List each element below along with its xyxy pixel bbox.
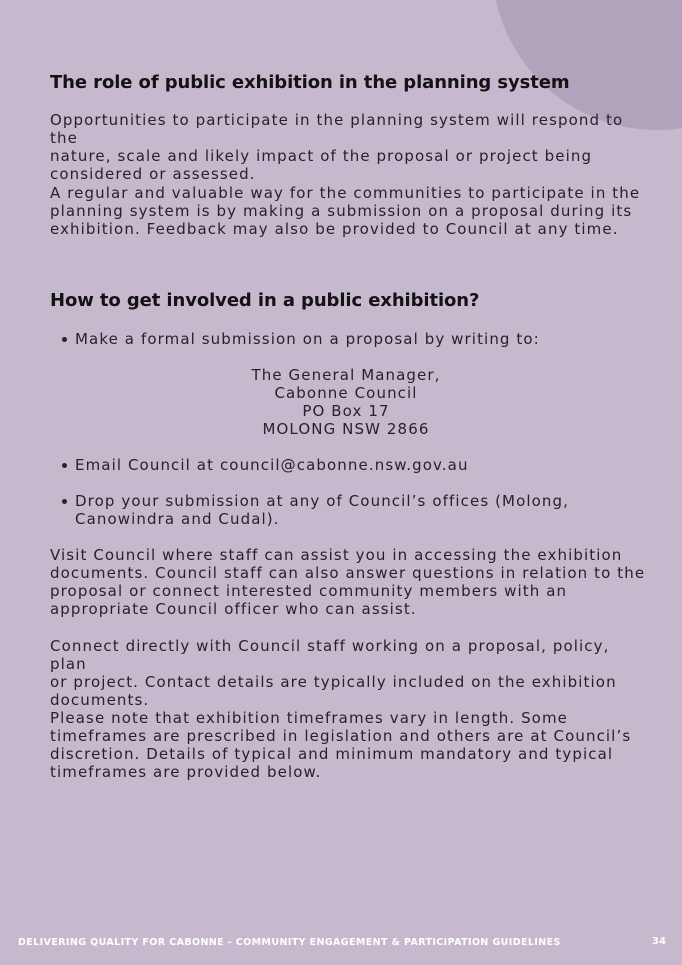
paragraph-visit-council: Visit Council where staff can assist you in accessing the exhibition documents. Council staff can also answer questions in relation to the proposal or connect interested community members with an appropriate Council officer who can assist. [50, 546, 646, 618]
paragraph-opportunities: Opportunities to participate in the planning system will respond to the nature, scale and likely impact of the proposal or project being considered or assessed. [50, 111, 624, 183]
paragraph-regular-way: A regular and valuable way for the communities to participate in the planning system is by making a submission on a proposal during its exhibition. Feedback may also be provided to Council at any time. [50, 184, 641, 238]
list-item-formal-submission: Make a formal submission on a proposal by writing to: [62, 330, 642, 348]
list-item-drop-submission: Drop your submission at any of Council’s offices (Molong, Canowindra and Cudal). [62, 492, 642, 528]
section-heading-get-involved: How to get involved in a public exhibition? [50, 290, 480, 311]
page-number: 34 [652, 936, 666, 947]
footer-title: DELIVERING QUALITY FOR CABONNE - COMMUNITY ENGAGEMENT & PARTICIPATION GUIDELINES [18, 937, 561, 948]
list-item-email[interactable]: Email Council at council@cabonne.nsw.gov.au [62, 456, 642, 474]
section-heading-role: The role of public exhibition in the planning system [50, 72, 570, 93]
bullet-icon [62, 463, 67, 468]
bullet-icon [62, 499, 67, 504]
paragraph-timeframes: Please note that exhibition timeframes vary in length. Some timeframes are prescribed in legislation and others are at Council’s discretion. Details of typical and minimum mandatory and typical timeframes are provided below. [50, 709, 632, 781]
bullet-icon [62, 337, 67, 342]
paragraph-connect-directly: Connect directly with Council staff working on a proposal, policy, plan or project. Contact details are typically included on the exhibition documents. [50, 637, 617, 709]
postal-address: The General Manager, Cabonne Council PO Box 17 MOLONG NSW 2866 [251, 366, 441, 438]
